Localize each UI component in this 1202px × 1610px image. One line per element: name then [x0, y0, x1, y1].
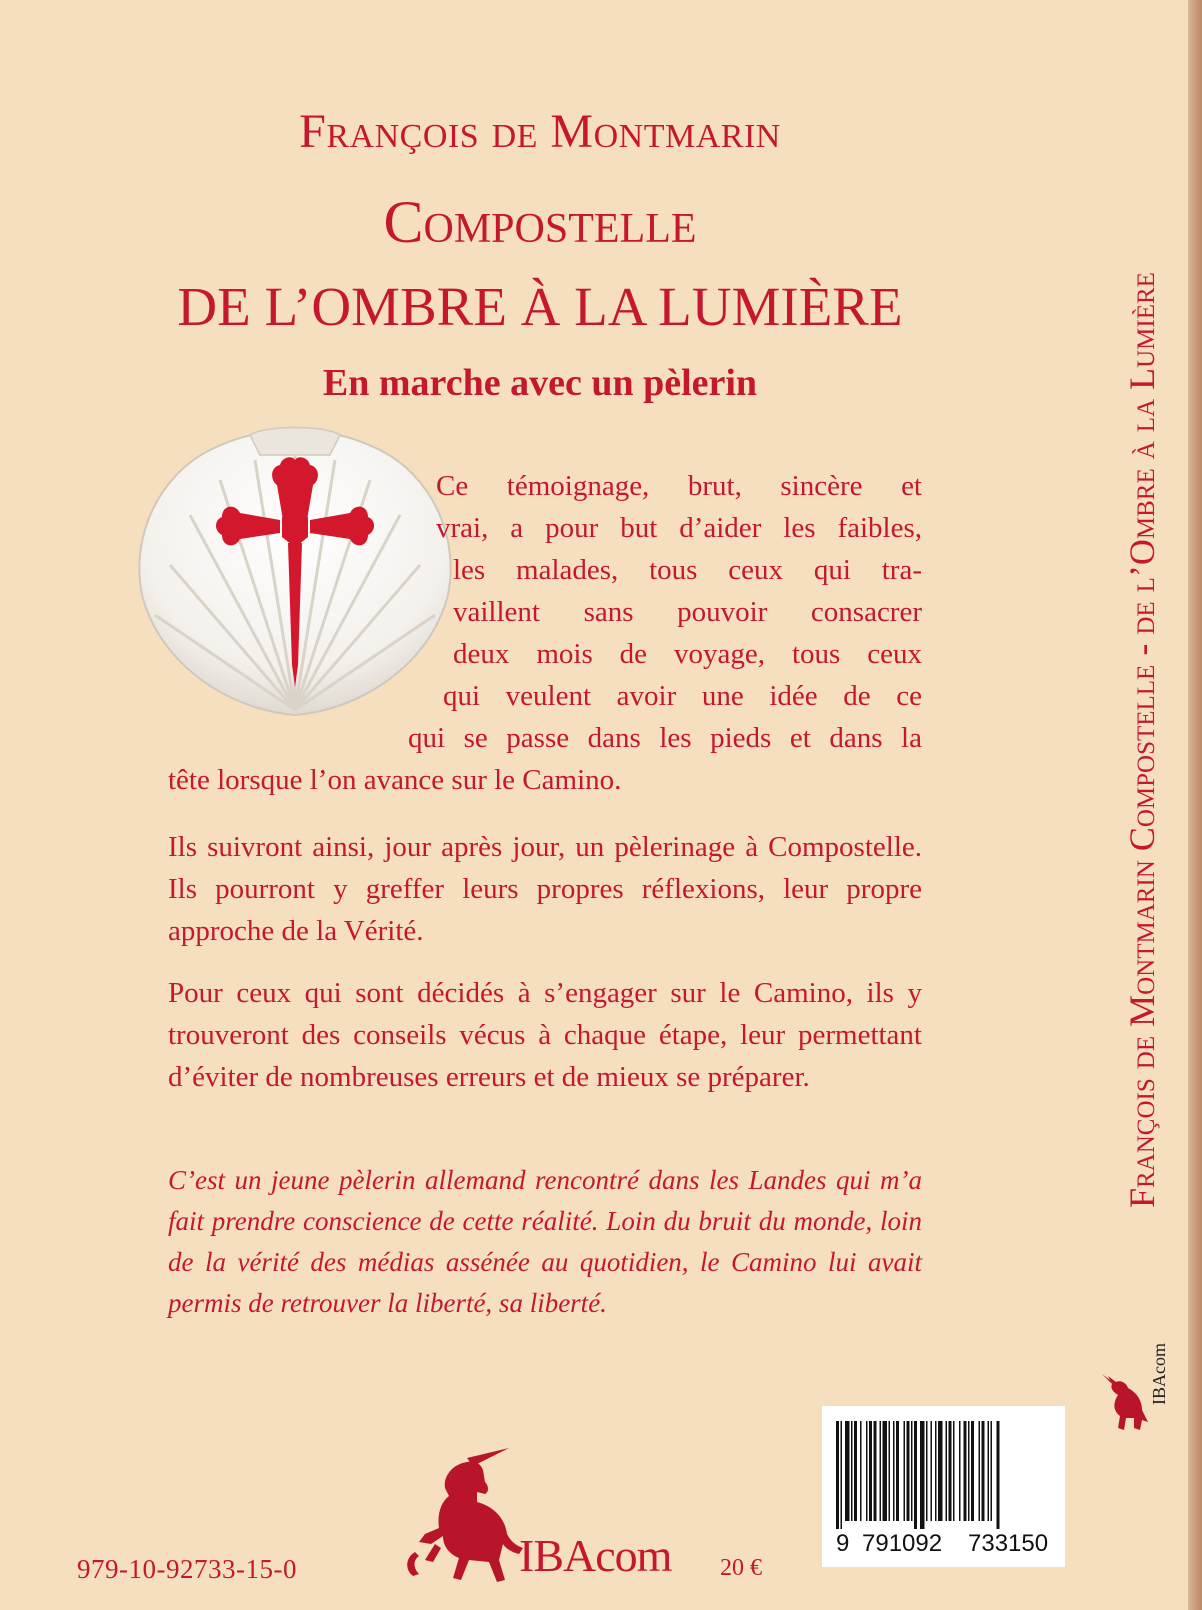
- barcode-bar: [914, 1421, 917, 1529]
- quote-paragraph: C’est un jeune pèlerin allemand rencontré dans les Landes qui m’a fait prendre conscience de cette réalité. Loin du bruit du monde, loin de la vérité des médias assénée au quotidien, le Camino lui avait permis de retrouver la liberté, sa liberté.: [168, 1165, 922, 1318]
- spine-edge: [1188, 0, 1202, 1610]
- barcode-bar: [920, 1421, 925, 1529]
- barcode-bar: [904, 1421, 906, 1521]
- intro-line: qui se passe dans les pieds et dans la: [408, 722, 922, 754]
- red-unicorn-icon: [405, 1448, 535, 1598]
- barcode-bar: [880, 1421, 882, 1521]
- barcode-bar: [938, 1421, 943, 1521]
- barcode-bar: [959, 1421, 961, 1521]
- barcode-bars: [834, 1421, 1053, 1529]
- barcode-bar: [874, 1421, 877, 1521]
- barcode-bar: [926, 1421, 928, 1521]
- isbn-barcode: [822, 1406, 1065, 1567]
- intro-line: Ce témoignage, brut, sincère et: [436, 470, 922, 502]
- isbn: 979-10-92733-15-0: [77, 1554, 297, 1584]
- book-subtitle: En marche avec un pèlerin: [322, 362, 758, 404]
- intro-line: deux mois de voyage, tous ceux: [453, 638, 922, 670]
- intro-line: les malades, tous ceux qui tra-: [453, 554, 922, 586]
- intro-line: vaillent sans pouvoir consacrer: [453, 596, 922, 628]
- book-title-line1: Compostelle: [383, 189, 697, 255]
- barcode-bar: [851, 1421, 853, 1521]
- barcode-bar: [968, 1421, 970, 1521]
- book-title-line2: DE L’OMBRE À LA LUMIÈRE: [177, 276, 903, 337]
- barcode-bar: [964, 1421, 967, 1521]
- barcode-bar: [988, 1421, 990, 1521]
- barcode-bar: [982, 1421, 985, 1521]
- spine-title: François de Montmarin Compostelle - de l’Ombre à la Lumière: [1122, 272, 1162, 1208]
- barcode-bar: [935, 1421, 937, 1521]
- intro-paragraph: [168, 465, 922, 801]
- barcode-bar: [866, 1421, 868, 1521]
- barcode-bar: [911, 1421, 913, 1521]
- barcode-bar: [889, 1421, 891, 1521]
- barcode-bar: [883, 1421, 888, 1521]
- spine-publisher-label: IBAcom: [1149, 1343, 1169, 1405]
- barcode-bar: [979, 1421, 981, 1521]
- intro-line: qui veulent avoir une idée de ce: [443, 680, 922, 712]
- barcode-bar: [860, 1421, 862, 1521]
- barcode-bar: [971, 1421, 974, 1521]
- body-paragraph-2: Ils suivront ainsi, jour après jour, un pèlerinage à Compostelle. Ils pourront y greffer leurs propres réflexions, leur propre approche de la Vérité.: [168, 831, 922, 947]
- barcode-bar: [896, 1421, 899, 1521]
- barcode-bar: [841, 1421, 843, 1529]
- barcode-digit-prefix: 9: [836, 1530, 850, 1557]
- author-name: François de Montmarin: [299, 105, 781, 158]
- barcode-bar: [997, 1421, 1000, 1529]
- barcode-bar: [991, 1421, 993, 1521]
- barcode-bar: [931, 1421, 933, 1521]
- body-paragraph-3: Pour ceux qui sont décidés à s’engager sur le Camino, ils y trouveront des conseils vécus à chaque étape, leur permettant d’éviter de nombreuses erreurs et de mieux se préparer.: [168, 977, 922, 1093]
- publisher-name: IBAcom: [519, 1530, 672, 1581]
- intro-line: vrai, a pour but d’aider les faibles,: [436, 512, 922, 544]
- barcode-bar: [854, 1421, 857, 1521]
- intro-line: tête lorsque l’on avance sur le Camino.: [168, 764, 622, 796]
- barcode-bar: [907, 1421, 910, 1521]
- barcode-bar: [845, 1421, 850, 1521]
- barcode-bar: [869, 1421, 872, 1521]
- barcode-digits-left: 791092: [862, 1530, 943, 1557]
- barcode-bar: [836, 1421, 839, 1529]
- barcode-digits-right: 733150: [968, 1530, 1049, 1557]
- barcode-bar: [893, 1421, 895, 1521]
- price: 20 €: [720, 1555, 762, 1581]
- barcode-bar: [953, 1421, 955, 1521]
- barcode-bar: [946, 1421, 948, 1521]
- barcode-bar: [949, 1421, 952, 1521]
